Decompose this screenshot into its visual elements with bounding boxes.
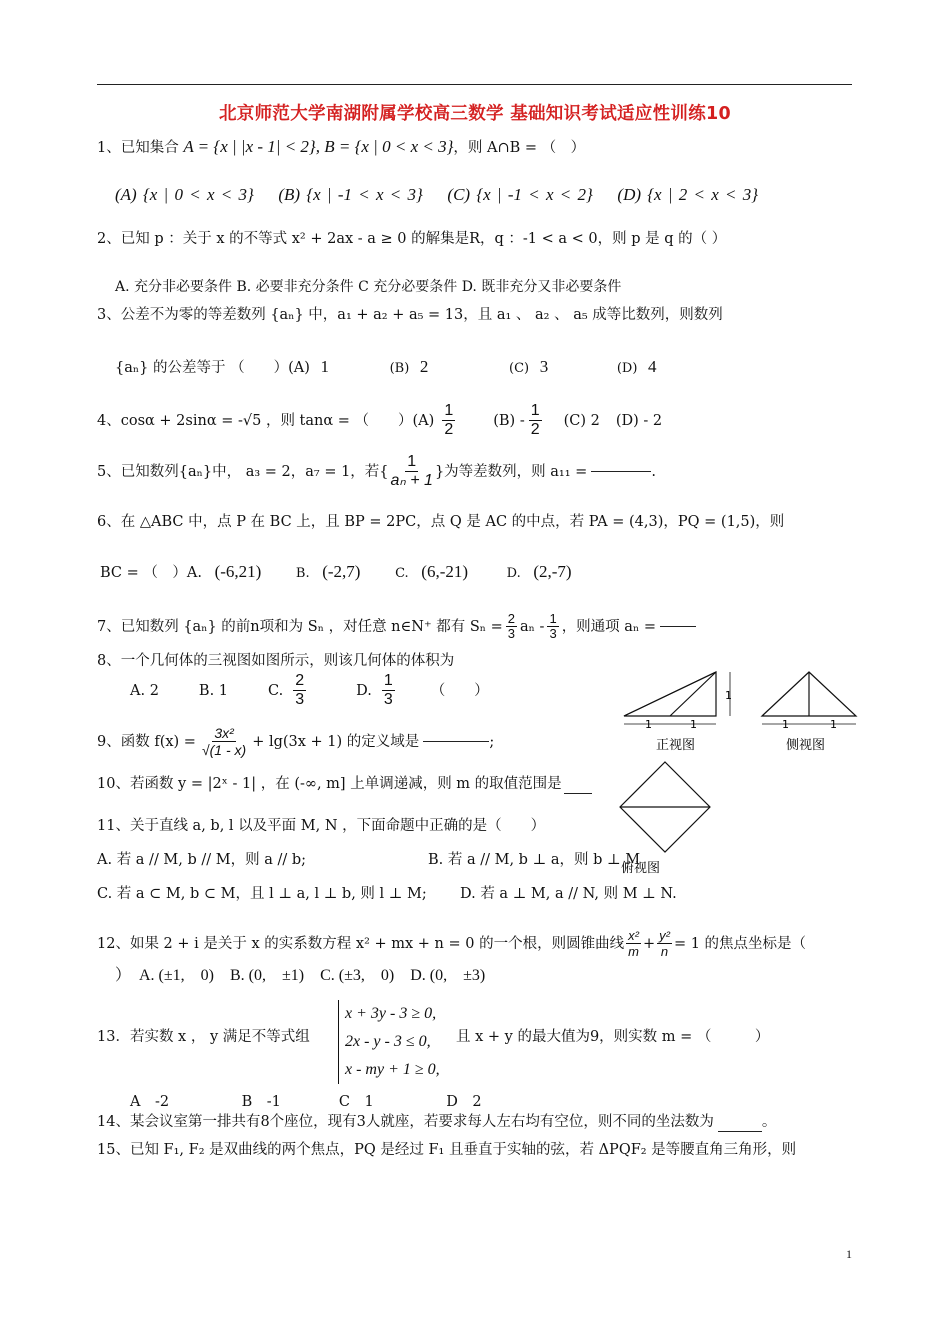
q4-a-num: 1 [444,402,454,419]
q13-options: A -2 B -1 C 1 D 2 [130,1094,482,1110]
q6-options [100,562,572,584]
top-rule [97,84,852,85]
q3-option-b-label: (B) [389,361,410,376]
q13-inequality-3: x - my + 1 ≥ 0, [345,1061,440,1078]
q4-b-num: 1 [530,402,540,419]
front-width-label-2: 1 [690,718,697,731]
q8-paren: （ ） [430,682,489,699]
q7-fraction-1 [506,612,517,641]
q8-option-d-label: D. [356,682,372,699]
q14-answer-blank [718,1131,762,1132]
q12-pre: 12、如果 2 + i 是关于 x 的实系数方程 x² + mx + n = 0 的一个根，则圆锥曲线 [97,935,625,952]
q12-fraction-y [657,928,672,959]
front-height-label: 1 [725,689,732,702]
q6-option-b-label: B. [295,566,310,581]
q5-post: }为等差数列，则 a₁₁ = [434,463,588,480]
q4-option-c: (C) 2 [563,412,600,429]
q3-line2: {aₙ} 的公差等于 （ ）(A) [115,360,310,376]
q7-f2-num: 1 [549,611,557,626]
q9-num: 3x² [214,725,234,741]
q12-f1-num: x² [628,928,639,943]
q10-answer-blank [564,793,592,794]
q3-option-b: 2 [419,357,429,376]
q6-line2: BC = （ ）A. [100,565,202,581]
q4-stem: 4、cosα + 2sinα = -√5 ，则 tanα = （ ）(A) [97,412,435,429]
q8-fraction-c [293,672,306,709]
q4-b-den: 2 [530,421,540,438]
q4-option-b-label: (B) - [493,412,525,429]
top-view-label: 俯视图 [621,861,661,876]
q4-a-den: 2 [444,421,454,438]
q1-set-b: , B = {x | 0 < x < 3} [315,137,454,156]
q12-post: = 1 的焦点坐标是（ [673,935,807,952]
q7-answer-blank [660,626,696,627]
q3-options [115,357,657,379]
question-6: 6、在 △ABC 中，点 P 在 BC 上，且 BP = 2PC，点 Q 是 AC 的中点，若 PA = (4,3)，PQ = (1,5)，则 [97,514,785,530]
q9-den: √(1 - x) [201,742,247,758]
q1-option-c: (C) {x | -1 < x < 2} [447,185,593,204]
q1-option-d: (D) {x | 2 < x < 3} [617,185,759,204]
q5-fraction [389,453,435,490]
three-view-figure [612,664,872,884]
q8-d-den: 3 [383,691,393,708]
question-4 [97,402,662,439]
q7-pre: 7、已知数列 {aₙ} 的前n项和为 Sₙ ，对任意 n∈N⁺ 都有 Sₙ = [97,618,503,635]
q6-option-c: (6,-21) [421,562,469,581]
q11-option-c: C. 若 a ⊂ M, b ⊂ M，且 l ⊥ a, l ⊥ b, 则 l ⊥ M; [97,886,427,902]
q8-option-c-label: C. [268,682,284,699]
q3-option-c: 3 [539,357,549,376]
question-13-pre: 13．若实数 x ， y 满足不等式组 [97,1029,310,1045]
question-13-post: 且 x + y 的最大值为9，则实数 m = （ ） [456,1029,770,1045]
q6-option-d: (2,-7) [533,562,572,581]
q7-f1-den: 3 [507,626,516,641]
q5-num: 1 [407,453,417,470]
q4-fraction-b [529,402,542,439]
question-14 [97,1112,776,1132]
side-view-label: 侧视图 [786,738,826,753]
q12-f1-den: m [628,944,639,959]
q3-option-a: 1 [320,357,329,376]
q12-f2-num: y² [659,928,670,943]
question-10 [97,774,592,794]
q7-f1-num: 2 [507,611,516,626]
page-title: 北京师范大学南湖附属学校高三数学 基础知识考试适应性训练10 [219,104,731,124]
q13-inequality-2: 2x - y - 3 ≤ 0, [345,1033,431,1050]
q6-option-a: (-6,21) [214,562,262,581]
q1-tail: ，则 A∩B = （ ） [453,140,586,156]
q6-option-d-label: D. [506,566,521,581]
q14-end: 。 [761,1114,777,1130]
side-width-label-2: 1 [830,718,837,731]
front-width-label-1: 1 [645,718,652,731]
question-1 [97,137,585,158]
q9-answer-blank [423,741,489,742]
question-15: 15、已知 F₁, F₂ 是双曲线的两个焦点，PQ 是经过 F₁ 且垂直于实轴的弦，若 ΔPQF₂ 是等腰直角三角形，则 [97,1142,797,1158]
q3-option-d: 4 [648,357,657,376]
q6-option-b: (-2,7) [322,562,361,581]
q7-mid: aₙ - [520,618,545,635]
q13-inequality-1: x + 3y - 3 ≥ 0, [345,1005,437,1022]
question-3: 3、公差不为零的等差数列 {aₙ} 中，a₁ + a₂ + a₅ = 13，且 a₁ 、 a₂ 、 a₅ 成等比数列，则数列 [97,307,723,323]
question-2: 2、已知 p ：关于 x 的不等式 x² + 2ax - a ≥ 0 的解集是R，q ：-1 < a < 0，则 p 是 q 的（ ） [97,231,727,247]
q8-option-a: A. 2 [130,682,159,699]
q5-answer-blank [591,471,651,472]
question-11: 11、关于直线 a, b, l 以及平面 M, N ，下面命题中正确的是（ ） [97,818,546,834]
question-7 [97,612,696,641]
q1-option-b: (B) {x | -1 < x < 3} [278,185,423,204]
q1-stem: 1、已知集合 [97,140,179,156]
q13-inequality-system [338,1000,440,1084]
q9-post: + lg(3x + 1) 的定义域是 [252,733,420,750]
q4-fraction-a [442,402,455,439]
q10-text: 10、若函数 y = |2ˣ - 1| ，在 (-∞, m] 上单调递减，则 m 的取值范围是 [97,776,562,792]
q12-fraction-x [626,928,641,959]
q12-f2-den: n [660,944,669,959]
q5-den: aₙ + 1 [390,472,433,489]
side-view [762,672,856,753]
front-view [624,672,732,753]
q2-options: A. 充分非必要条件 B. 必要非充分条件 C 充分必要条件 D. 既非充分又非必要条件 [115,279,622,295]
page-number: 1 [846,1247,852,1261]
q1-set-a: A = {x | |x - 1| < 2} [183,137,316,156]
q9-pre: 9、函数 f(x) = [97,733,196,750]
q8-option-b: B. 1 [198,682,229,699]
q1-option-a: (A) {x | 0 < x < 3} [115,185,254,204]
front-view-label: 正视图 [656,738,696,753]
q11-option-d: D. 若 a ⊥ M, a // N, 则 M ⊥ N. [460,886,677,902]
side-width-label-1: 1 [782,718,789,731]
q7-fraction-2 [547,612,558,641]
question-12: 12、如果 2 + i 是关于 x 的实系数方程 x² + mx + n = 0 的一个根，则圆锥曲线 $\frac{\text{x²}}{m}$ + $\frac{\text{y²}}{n}$ = 1 的焦点坐标是（ [97,928,807,959]
q8-d-num: 1 [383,672,393,689]
q8-c-num: 2 [295,672,305,689]
q8-fraction-d [382,672,395,709]
question-9: 9、函数 f(x) = $\frac{\text{3x²}}{√(1 - x)}$ + lg(3x + 1) 的定义域是 ; [97,725,495,758]
q11-option-a: A. 若 a // M, b // M，则 a // b; [97,852,307,868]
q4-option-d: (D) - 2 [615,412,663,429]
q9-fraction [200,725,248,758]
q12-options: ） A. (±1, 0) B. (0, ±1) C. (±3, 0) D. (0, ±3) [115,967,486,984]
q6-option-c-label: C. [395,566,409,581]
question-8: 8、一个几何体的三视图如图所示，则该几何体的体积为 [97,653,455,669]
q5-pre: 5、已知数列{aₙ}中， a₃ = 2，a₇ = 1，若{ [97,463,389,480]
q7-f2-den: 3 [549,626,557,641]
q8-c-den: 3 [295,691,305,708]
q7-post: ，则通项 aₙ = [561,618,656,635]
q3-option-d-label: (D) [616,361,638,376]
q8-options [130,672,489,709]
q11-option-b: B. 若 a // M, b ⊥ a，则 b ⊥ M [428,852,641,868]
question-5: 5、已知数列{aₙ}中， a₃ = 2，a₇ = 1，若{ $\frac{1}{\text{aₙ + 1}}$ }为等差数列，则 a₁₁ = . [97,453,656,489]
q3-option-c-label: (C) [509,361,530,376]
q14-text: 14、某会议室第一排共有8个座位，现有3人就座，若要求每人左右均有空位，则不同的坐法数为 [97,1114,714,1130]
q1-options [115,185,758,206]
